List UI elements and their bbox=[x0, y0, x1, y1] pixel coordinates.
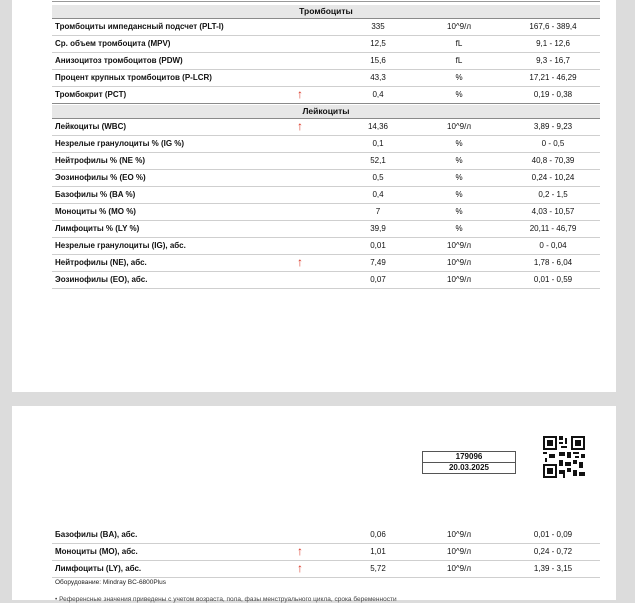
table-row bbox=[52, 52, 600, 70]
reference-range: 1,78 - 6,04 bbox=[533, 258, 573, 267]
result-value: 0,5 bbox=[372, 173, 384, 182]
unit: fL bbox=[455, 39, 463, 48]
table-row bbox=[52, 135, 600, 153]
table-row bbox=[52, 35, 600, 53]
unit: % bbox=[455, 224, 463, 233]
report-page-2 bbox=[12, 406, 616, 603]
result-value: 7,49 bbox=[370, 258, 386, 267]
table-row bbox=[52, 86, 600, 104]
reference-range: 0,2 - 1,5 bbox=[538, 190, 568, 199]
high-flag-icon: ↑ bbox=[297, 255, 303, 269]
parameter-name: Тромбоциты импедансный подсчет (PLT-I) bbox=[55, 22, 224, 31]
qr-code-icon bbox=[543, 436, 585, 478]
unit: 10^9/л bbox=[447, 547, 471, 556]
parameter-name: Моноциты % (MO %) bbox=[55, 207, 136, 216]
reference-range: 0 - 0,5 bbox=[541, 139, 565, 148]
table-row bbox=[52, 186, 600, 204]
result-value: 0,07 bbox=[370, 275, 386, 284]
result-value: 39,9 bbox=[370, 224, 386, 233]
parameter-name: Анизоцитоз тромбоцитов (PDW) bbox=[55, 56, 183, 65]
reference-range: 0 - 0,04 bbox=[539, 241, 567, 250]
parameter-name: Базофилы % (BA %) bbox=[55, 190, 136, 199]
parameter-name: Тромбокрит (PCT) bbox=[55, 90, 127, 99]
parameter-name: Ср. объем тромбоцита (MPV) bbox=[55, 39, 171, 48]
order-number: 179096 bbox=[455, 452, 483, 461]
reference-range: 0,19 - 0,38 bbox=[533, 90, 573, 99]
unit: 10^9/л bbox=[447, 258, 471, 267]
high-flag-icon: ↑ bbox=[297, 561, 303, 575]
parameter-name: Моноциты (MO), абс. bbox=[55, 547, 138, 556]
result-value: 7 bbox=[375, 207, 381, 216]
reference-range: 20,11 - 46,79 bbox=[529, 224, 577, 233]
parameter-name: Процент крупных тромбоцитов (P-LCR) bbox=[55, 73, 212, 82]
parameter-name: Эозинофилы (EO), абс. bbox=[55, 275, 148, 284]
unit: % bbox=[455, 139, 463, 148]
unit: 10^9/л bbox=[447, 530, 471, 539]
parameter-name: Незрелые гранулоциты % (IG %) bbox=[55, 139, 185, 148]
parameter-name: Эозинофилы % (EO %) bbox=[55, 173, 146, 182]
section-header-leukocytes: Лейкоциты bbox=[52, 105, 600, 119]
result-value: 335 bbox=[371, 22, 385, 31]
equipment-note: Оборудование: Mindray BC-6800Plus bbox=[55, 579, 167, 586]
parameter-name: Нейтрофилы % (NE %) bbox=[55, 156, 146, 165]
unit: 10^9/л bbox=[447, 122, 471, 131]
reference-range: 9,1 - 12,6 bbox=[536, 39, 570, 48]
result-value: 0,4 bbox=[372, 190, 384, 199]
table-row bbox=[52, 254, 600, 272]
reference-range: 9,3 - 16,7 bbox=[536, 56, 570, 65]
table-row bbox=[52, 169, 600, 187]
previous-row-edge bbox=[52, 0, 600, 2]
unit: % bbox=[455, 73, 463, 82]
table-row bbox=[52, 526, 600, 544]
unit: % bbox=[455, 90, 463, 99]
result-value: 14,36 bbox=[367, 122, 389, 131]
reference-range: 0,24 - 0,72 bbox=[533, 547, 573, 556]
reference-range: 167,6 - 389,4 bbox=[529, 22, 577, 31]
parameter-name: Лимфоциты (LY), абс. bbox=[55, 564, 142, 573]
reference-range: 0,24 - 10,24 bbox=[531, 173, 575, 182]
parameter-name: Незрелые гранулоциты (IG), абс. bbox=[55, 241, 186, 250]
parameter-name: Базофилы (BA), абс. bbox=[55, 530, 138, 539]
unit: 10^9/л bbox=[447, 564, 471, 573]
reference-range: 3,89 - 9,23 bbox=[533, 122, 573, 131]
high-flag-icon: ↑ bbox=[297, 87, 303, 101]
table-row bbox=[52, 203, 600, 221]
result-value: 15,6 bbox=[370, 56, 386, 65]
high-flag-icon: ↑ bbox=[297, 544, 303, 558]
reference-range: 0,01 - 0,09 bbox=[533, 530, 573, 539]
unit: fL bbox=[455, 56, 463, 65]
high-flag-icon: ↑ bbox=[297, 119, 303, 133]
parameter-name: Лимфоциты % (LY %) bbox=[55, 224, 140, 233]
table-row bbox=[52, 220, 600, 238]
table-row bbox=[52, 560, 600, 578]
result-value: 43,3 bbox=[370, 73, 386, 82]
reference-range: 17,21 - 46,29 bbox=[529, 73, 577, 82]
result-value: 0,01 bbox=[370, 241, 386, 250]
unit: % bbox=[455, 156, 463, 165]
section-header-platelets: Тромбоциты bbox=[52, 5, 600, 19]
result-value: 0,1 bbox=[372, 139, 384, 148]
table-row bbox=[52, 118, 600, 136]
parameter-name: Лейкоциты (WBC) bbox=[55, 122, 127, 131]
reference-range: 0,01 - 0,59 bbox=[533, 275, 573, 284]
order-info-box bbox=[422, 451, 516, 474]
unit: 10^9/л bbox=[447, 241, 471, 250]
reference-range: 4,03 - 10,57 bbox=[531, 207, 575, 216]
unit: % bbox=[455, 207, 463, 216]
table-row bbox=[52, 271, 600, 289]
parameter-name: Нейтрофилы (NE), абс. bbox=[55, 258, 147, 267]
reference-range: 40,8 - 70,39 bbox=[531, 156, 575, 165]
unit: % bbox=[455, 173, 463, 182]
result-value: 52,1 bbox=[370, 156, 386, 165]
result-value: 0,4 bbox=[372, 90, 384, 99]
unit: 10^9/л bbox=[447, 275, 471, 284]
reference-range: 1,39 - 3,15 bbox=[533, 564, 573, 573]
table-row bbox=[52, 152, 600, 170]
result-value: 0,06 bbox=[370, 530, 386, 539]
report-page-1 bbox=[12, 0, 616, 392]
footnote: • Референсные значения приведены с учетом возраста, пола, фазы менструального цикла, срока беременности bbox=[55, 596, 397, 603]
table-row bbox=[52, 543, 600, 561]
result-value: 5,72 bbox=[370, 564, 386, 573]
order-date: 20.03.2025 bbox=[423, 462, 515, 473]
result-value: 12,5 bbox=[370, 39, 386, 48]
table-row bbox=[52, 18, 600, 36]
table-row bbox=[52, 237, 600, 255]
unit: 10^9/л bbox=[447, 22, 471, 31]
unit: % bbox=[455, 190, 463, 199]
result-value: 1,01 bbox=[370, 547, 386, 556]
table-row bbox=[52, 69, 600, 87]
